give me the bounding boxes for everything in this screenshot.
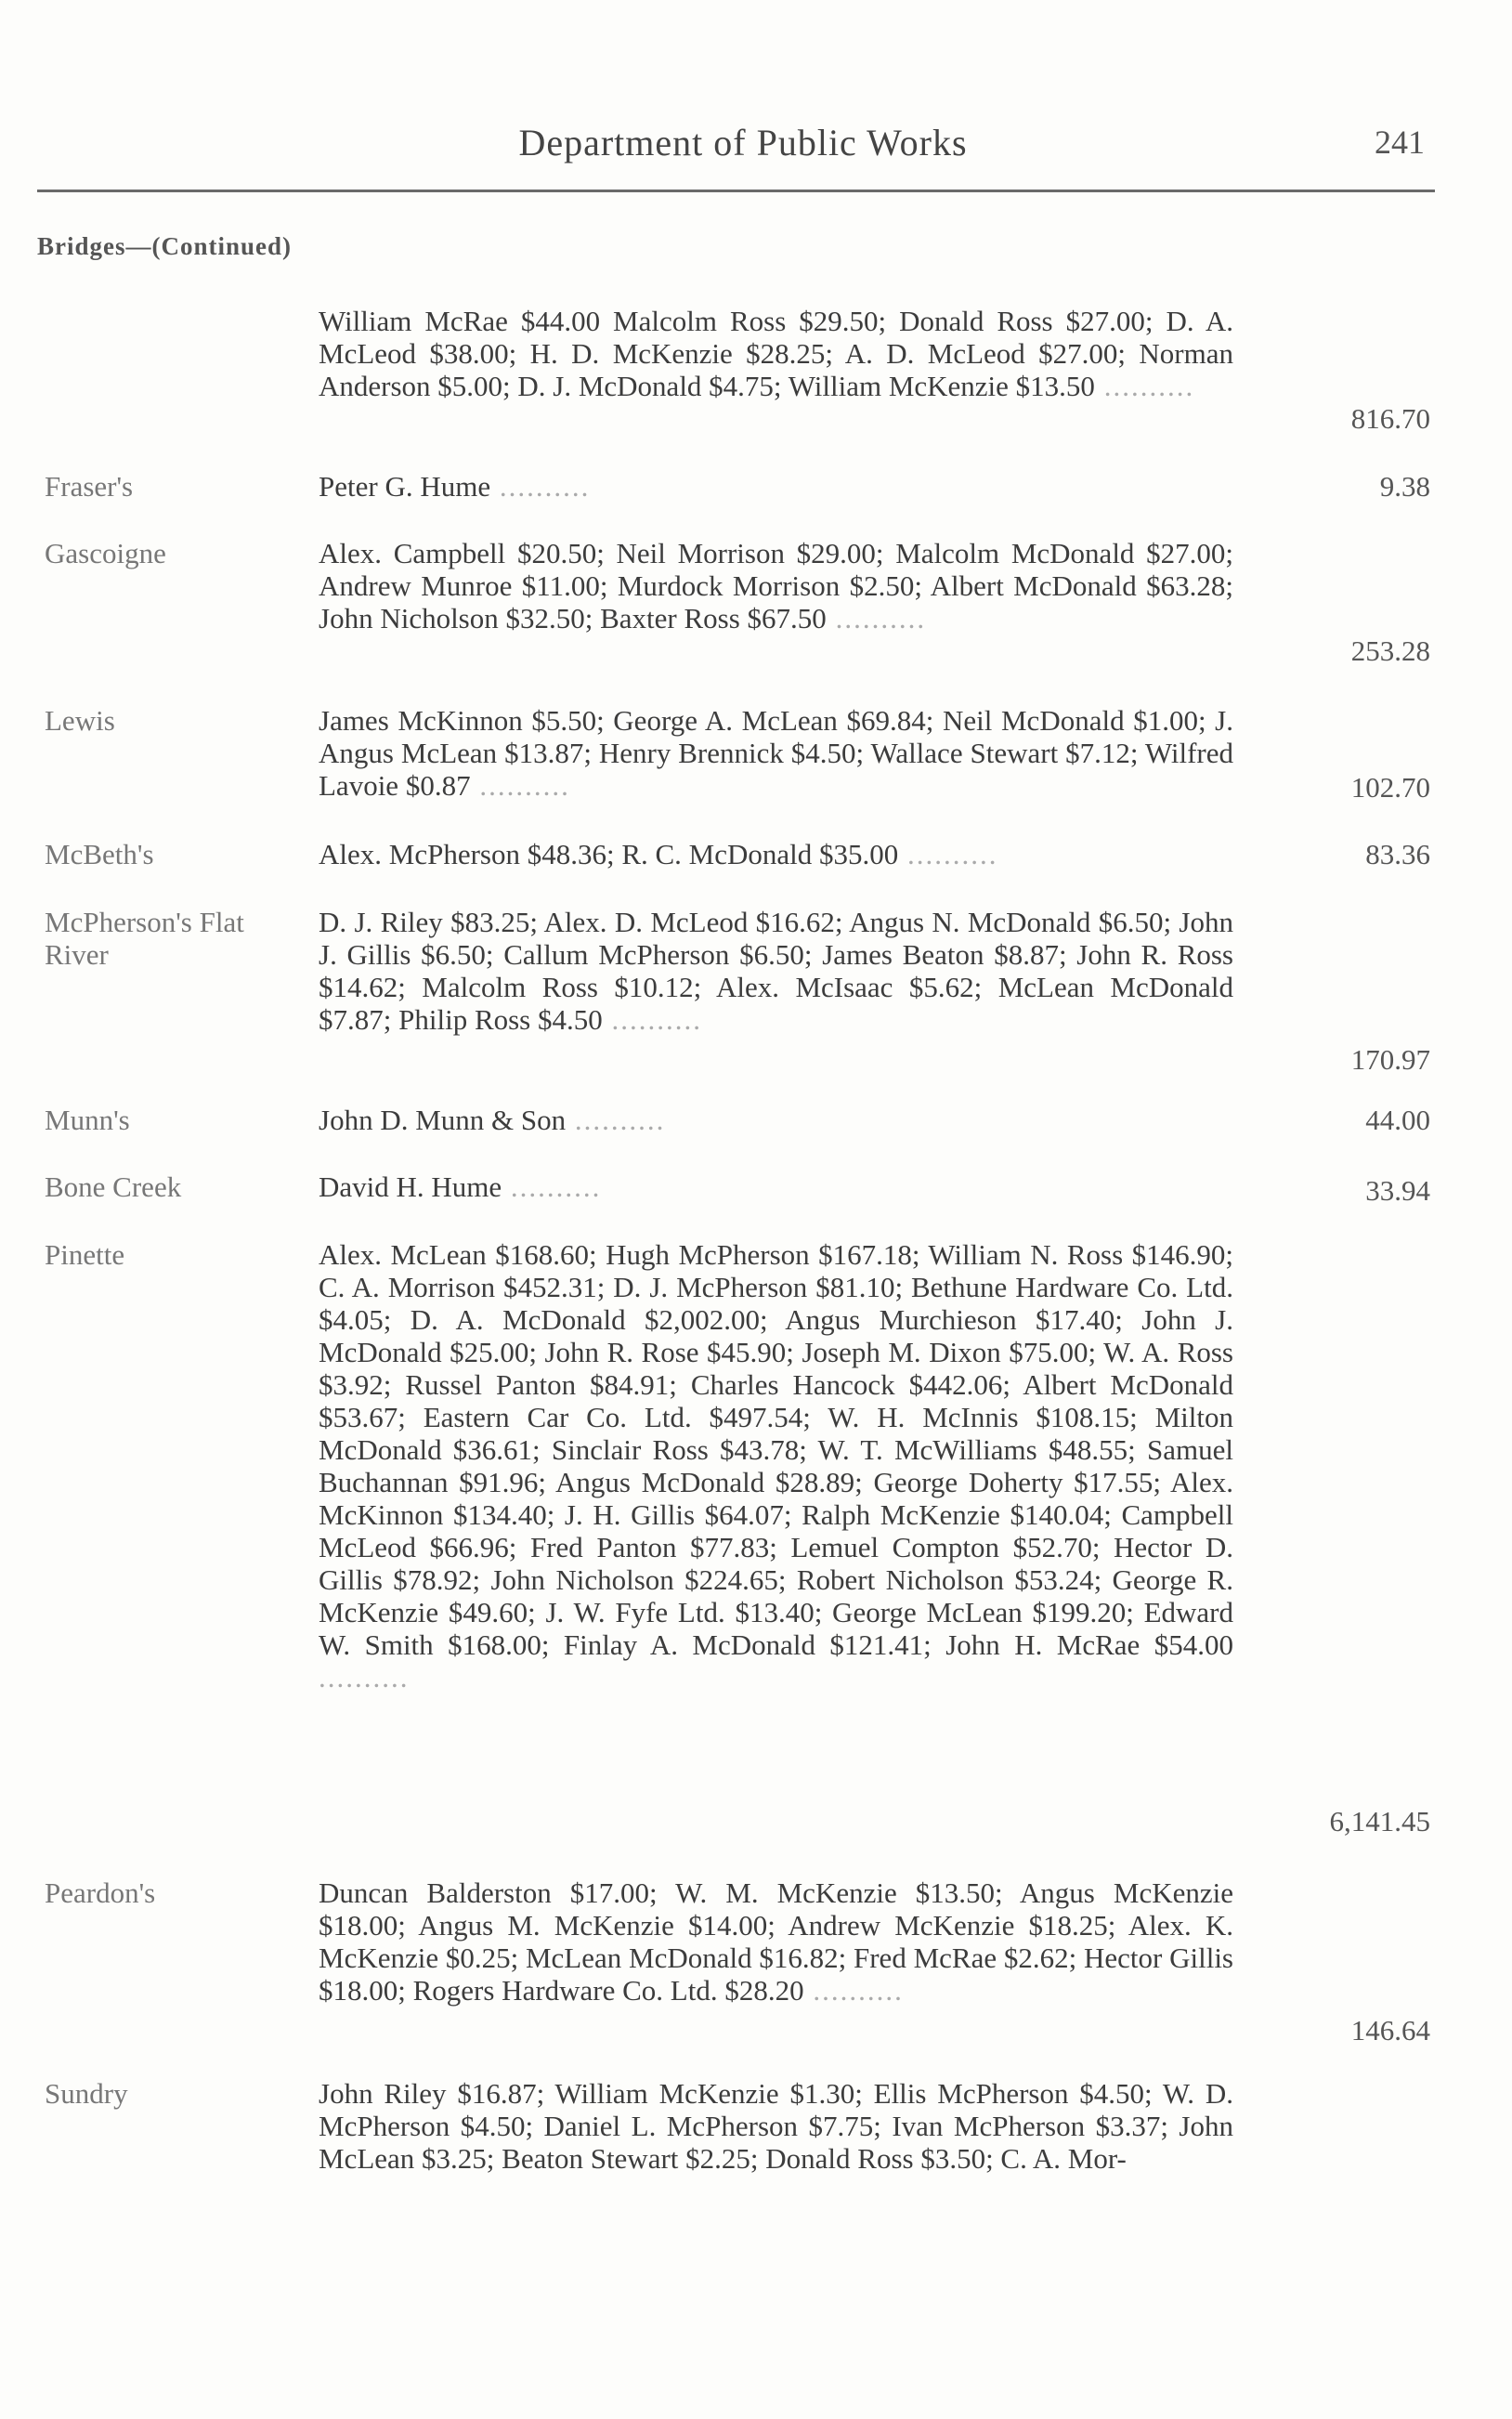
entry-description: Alex. Campbell $20.50; Neil Morrison $29.00; Malcolm McDonald $27.00; Andrew Munroe $11.00; Murdock Morrison $2.50; Albert McDonald $63.28; John Nicholson $32.50; Baxter Ross $67.50 .......... [319, 537, 1233, 634]
entry-label: Lewis [45, 704, 115, 737]
dot-leaders: .......... [898, 838, 998, 870]
page-number: 241 [1375, 124, 1425, 161]
dot-leaders: .......... [1094, 370, 1195, 402]
entry-amount: 44.00 [1365, 1104, 1430, 1136]
entry-amount: 253.28 [1350, 634, 1430, 667]
entry-description: Peter G. Hume .......... [319, 470, 591, 503]
dot-leaders: .......... [502, 1170, 602, 1203]
entry-amount: 146.64 [1350, 2014, 1430, 2046]
entry-amount: 33.94 [1365, 1174, 1430, 1207]
entry-amount: 83.36 [1365, 838, 1430, 870]
dot-leaders: .......... [803, 1974, 904, 2007]
entry-label: Peardon's [45, 1876, 156, 1909]
entry-description: James McKinnon $5.50; George A. McLean $69.84; Neil McDonald $1.00; J. Angus McLean $13.87; Henry Brennick $4.50; Wallace Stewart $7.12; Wilfred Lavoie $0.87 .......... [319, 704, 1233, 802]
page-header [37, 121, 1430, 186]
entry-description: Alex. McLean $168.60; Hugh McPherson $167.18; William N. Ross $146.90; C. A. Morrison $452.31; D. J. McPherson $81.10; Bethune Hardware Co. Ltd. $4.05; D. A. McDonald $2,002.00; Angus Murchieson $17.40; John J. McDonald $25.00; John R. Rose $45.90; Joseph M. Dixon $75.00; W. A. Ross $3.92; Russel Panton $84.91; Charles Hancock $442.06; Albert McDonald $53.67; Eastern Car Co. Ltd. $497.54; W. H. McInnis $108.15; Milton McDonald $36.61; Sinclair Ross $43.78; W. T. McWilliams $48.55; Samuel Buchannan $91.96; Angus McDonald $28.89; George Doherty $17.55; Alex. McKinnon $134.40; J. H. Gillis $64.07; Ralph McKenzie $140.04; Campbell McLeod $66.96; Fred Panton $77.83; Lemuel Compton $52.70; Hector D. Gillis $78.92; John Nicholson $224.65; Robert Nicholson $53.24; George R. McKenzie $49.60; J. W. Fyfe Ltd. $13.40; George McLean $199.20; Edward W. Smith $168.00; Finlay A. McDonald $121.41; John H. McRae $54.00 .......... [319, 1238, 1233, 1693]
entry-description: John D. Munn & Son .......... [319, 1104, 666, 1136]
entry-amount: 6,141.45 [1329, 1805, 1430, 1837]
entry-description: D. J. Riley $83.25; Alex. D. McLeod $16.62; Angus N. McDonald $6.50; John J. Gillis $6.50; Callum McPherson $6.50; James Beaton $8.87; John R. Ross $14.62; Malcolm Ross $10.12; Alex. McIsaac $5.62; McLean McDonald $7.87; Philip Ross $4.50 .......... [319, 906, 1233, 1036]
entry-amount: 816.70 [1350, 402, 1430, 435]
entry-label: Gascoigne [45, 537, 166, 569]
dot-leaders: .......... [319, 1661, 410, 1693]
entry-amount: 102.70 [1350, 771, 1430, 804]
dot-leaders: .......... [566, 1104, 666, 1136]
entry-amount: 170.97 [1350, 1043, 1430, 1076]
page-title: Department of Public Works [518, 122, 968, 163]
entry-label: Bone Creek [45, 1170, 182, 1203]
entry-description: Alex. McPherson $48.36; R. C. McDonald $35.00 .......... [319, 838, 998, 870]
entry-description: John Riley $16.87; William McKenzie $1.30; Ellis McPherson $4.50; W. D. McPherson $4.50; Daniel L. McPherson $7.75; Ivan McPherson $3.37; John McLean $3.25; Beaton Stewart $2.25; Donald Ross $3.50; C. A. Mor- [319, 2077, 1233, 2175]
entry-description: David H. Hume .......... [319, 1170, 602, 1203]
dot-leaders: .......... [826, 602, 927, 634]
entry-description: Duncan Balderston $17.00; W. M. McKenzie $13.50; Angus McKenzie $18.00; Angus M. McKenzie $14.00; Andrew McKenzie $18.25; Alex. K. McKenzie $0.25; McLean McDonald $16.82; Fred McRae $2.62; Hector Gillis $18.00; Rogers Hardware Co. Ltd. $28.20 .......... [319, 1876, 1233, 2007]
entry-label: Fraser's [45, 470, 134, 503]
dot-leaders: .......... [490, 470, 591, 503]
section-heading: Bridges—(Continued) [37, 232, 293, 260]
entry-description: William McRae $44.00 Malcolm Ross $29.50; Donald Ross $27.00; D. A. McLeod $38.00; H. D. McKenzie $28.25; A. D. McLeod $27.00; Norman Anderson $5.00; D. J. McDonald $4.75; William McKenzie $13.50 .......... [319, 305, 1233, 402]
entry-label: McPherson's Flat River [45, 906, 244, 971]
header-rule [37, 190, 1435, 192]
entry-label: Pinette [45, 1238, 125, 1271]
dot-leaders: .......... [470, 769, 570, 802]
entry-label: McBeth's [45, 838, 154, 870]
dot-leaders: .......... [602, 1003, 702, 1036]
entry-label: Sundry [45, 2077, 128, 2110]
entry-label: Munn's [45, 1104, 130, 1136]
entry-amount: 9.38 [1379, 470, 1430, 503]
